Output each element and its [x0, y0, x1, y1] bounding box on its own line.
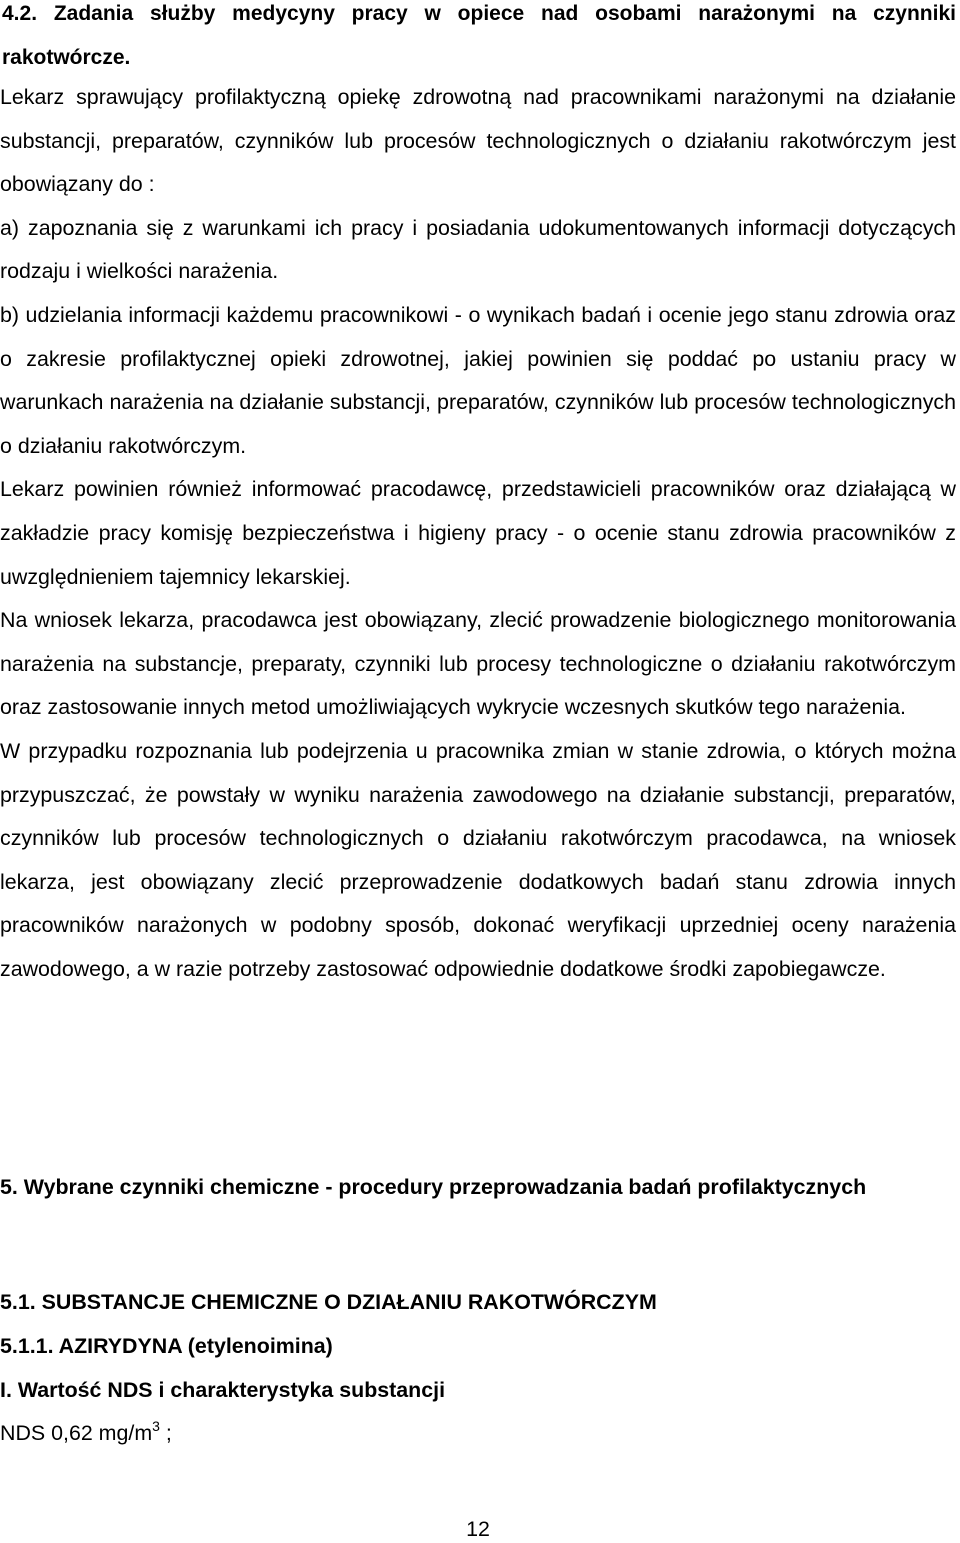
section-heading-4-2: 4.2. Zadania służby medycyny pracy w opiece nad osobami narażonymi na czynniki rakotwórcze.: [2, 2, 956, 69]
paragraph-item-b: b) udzielania informacji każdemu pracownikowi - o wynikach badań i ocenie jego stanu zdrowia oraz o zakresie profilaktycznej opieki zdrowotnej, jakiej powinien się poddać po ustaniu pracy w warunkach narażenia na działanie substancji, preparatów, czynników lub procesów technologicznych o działaniu rakotwórczym.: [0, 302, 956, 458]
paragraph-intro: Lekarz sprawujący profilaktyczną opiekę zdrowotną nad pracownikami narażonymi na działanie substancji, preparatów, czynników lub procesów technologicznych o działaniu rakotwórczym jest obowiązany do :: [0, 85, 956, 197]
section-heading-5-1-1: 5.1.1. AZIRYDYNA (etylenoimina): [0, 1334, 333, 1358]
nds-label: NDS 0,62 mg/m: [0, 1421, 153, 1445]
paragraph-item-a: a) zapoznania się z warunkami ich pracy i posiadania udokumentowanych informacji dotyczących rodzaju i wielkości narażenia.: [0, 215, 956, 284]
nds-value: [0, 1418, 172, 1446]
section-heading-5-1: 5.1. SUBSTANCJE CHEMICZNE O DZIAŁANIU RAKOTWÓRCZYM: [0, 1290, 657, 1314]
document-body: [0, 76, 956, 991]
paragraph-monitoring: Na wniosek lekarza, pracodawca jest obowiązany, zlecić prowadzenie biologicznego monitorowania narażenia na substancje, preparaty, czynniki lub procesy technologiczne o działaniu rakotwórczym oraz zastosowanie innych metod umożliwiających wykrycie wczesnych skutków tego narażenia.: [0, 608, 956, 720]
section-heading-5: 5. Wybrane czynniki chemiczne - procedury przeprowadzania badań profilaktycznych: [0, 1175, 867, 1199]
paragraph-suspicion: W przypadku rozpoznania lub podejrzenia u pracownika zmian w stanie zdrowia, o których można przypuszczać, że powstały w wyniku narażenia zawodowego na działanie substancji, preparatów, czynników lub procesów technologicznych o działaniu rakotwórczym pracodawca, na wniosek lekarza, jest obowiązany zlecić przeprowadzenie dodatkowych badań stanu zdrowia innych pracowników narażonych w podobny sposób, dokonać weryfikacji uprzedniej oceny narażenia zawodowego, a w razie potrzeby zastosować odpowiednie dodatkowe środki zapobiegawcze.: [0, 738, 956, 981]
nds-suffix: ;: [159, 1421, 172, 1445]
paragraph-inform-employer: Lekarz powinien również informować pracodawcę, przedstawicieli pracowników oraz działającą w zakładzie pracy komisję bezpieczeństwa i higieny pracy - o ocenie stanu zdrowia pracowników z uwzględnieniem tajemnicy lekarskiej.: [0, 477, 956, 589]
part-1-heading: I. Wartość NDS i charakterystyka substancji: [0, 1378, 446, 1402]
nds-superscript: 3: [152, 1418, 160, 1434]
page-number: 12: [466, 1517, 490, 1541]
